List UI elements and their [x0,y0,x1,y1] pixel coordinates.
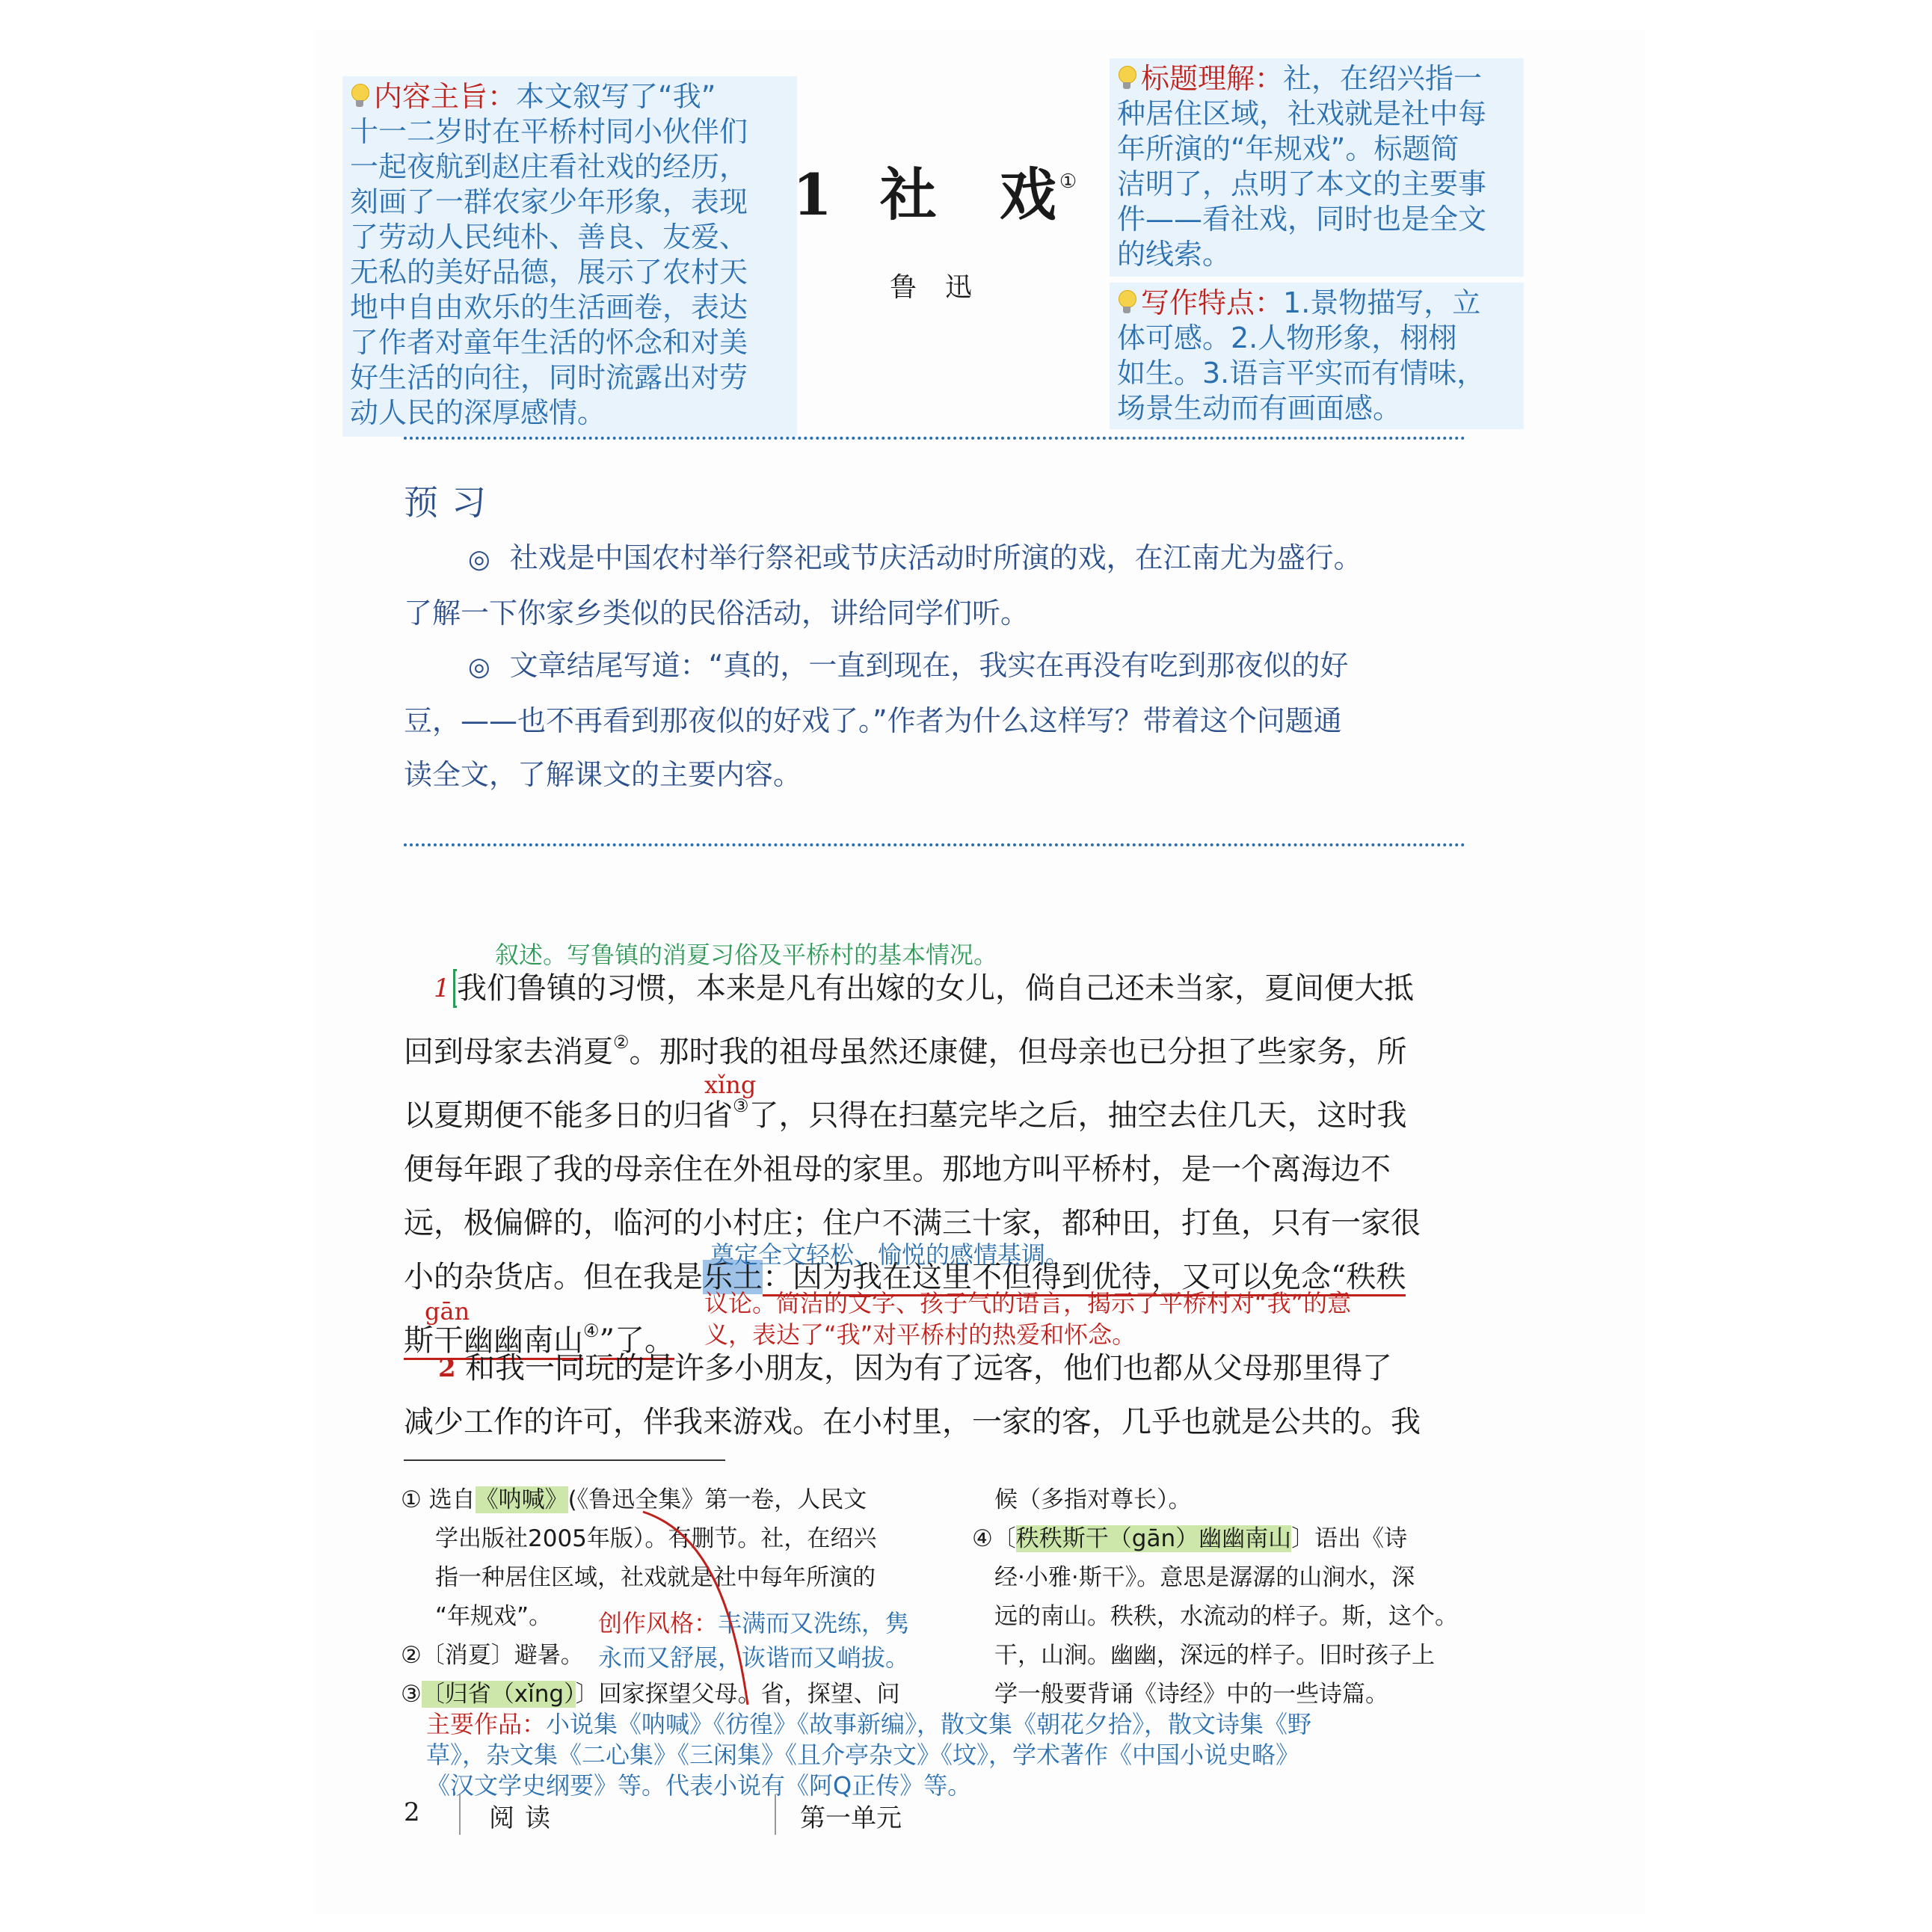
note-line: 年所演的“年规戏”。标题简 [1117,132,1459,165]
lightbulb-icon [1117,290,1136,316]
highlighted-text: 《呐喊》 [475,1486,568,1513]
pinyin-annotation: gān [425,1297,470,1326]
text-span: 减少工作的许可，伴我来游戏。在小村里，一家的客，几乎也就是公共的。我 [404,1405,1421,1439]
note-line: 体可感。2.人物形象，栩栩 [1117,322,1457,354]
note-line: 一起夜航到赵庄看社戏的经历， [350,150,748,183]
annotation-connector [628,1509,763,1711]
annotation-line: 议论。简洁的文字、孩子气的语言，揭示了平桥村对“我”的意 [704,1289,1352,1317]
footnote-4 [972,1519,1458,1558]
page-number: 2 [404,1797,420,1827]
divider-top [404,437,1465,440]
note-line: 刻画了一群农家少年形象，表现 [350,185,748,218]
text-span: ③ [401,1681,422,1708]
footnote-line: 远的南山。秩秩，水流动的样子。斯，这个。 [994,1603,1458,1630]
lesson-title-text: 社 戏 [879,161,1059,228]
content-summary-note [342,76,797,437]
text-span: 〕回家探望父母。省，探望、问 [575,1681,900,1708]
annotation-label: 主要作品： [426,1710,547,1738]
lesson-title [793,150,1080,231]
writing-features-label: 写作特点： [1141,286,1284,319]
major-works-annotation [426,1709,1311,1801]
highlighted-text: 秩秩斯干（gān）幽幽南山 [1015,1525,1292,1552]
footnotes-right [972,1480,1458,1714]
footnote-line: 干，山涧。幽幽，深远的样子。旧时孩子上 [994,1642,1435,1669]
preview-heading: 预习 [404,482,499,523]
note-line: 的线索。 [1117,238,1231,271]
text-line: 我们鲁镇的习惯，本来是凡有出嫁的女儿，倘自己还未当家，夏间便大抵 [457,971,1414,1006]
text-line [404,1071,1421,1142]
title-understanding-note [1110,58,1524,277]
text-span: 小的杂货店。但在我是 [404,1260,703,1294]
footnote-mark: ④ [583,1320,600,1341]
text-line [404,1341,1421,1395]
bullet-icon: ◎ [468,652,490,682]
annotation-line: 草》，杂文集《二心集》《三闲集》《且介亭杂文》《坟》，学术著作《中国小说史略》 [426,1741,1300,1769]
writing-features-note [1110,283,1524,429]
text-line [404,1142,1421,1196]
footer-section: 阅读 [489,1803,561,1833]
note-line: 场景生动而有画面感。 [1117,392,1402,425]
text-span: 便每年跟了我的母亲住在外祖母的家里。那地方叫平桥村，是一个离海边不 [404,1152,1391,1187]
underlined-text: ”了。 [600,1323,674,1360]
paragraph-2 [404,1341,1421,1449]
text-span: 和我一同玩的是许多小朋友，因为有了远客，他们也都从父母那里得了 [465,1351,1392,1385]
highlighted-text: 〔归省（xǐng） [421,1681,576,1708]
note-line: 本文叙写了“我” [516,80,716,113]
preview-line: 豆，——也不再看到那夜似的好戏了。”作者为什么这样写？带着这个问题通 [404,704,1342,737]
footnote-line: 经·小雅·斯干》。意思是潺潺的山涧水，深 [994,1564,1415,1591]
note-line: 了劳动人民纯朴、善良、友爱、 [350,221,748,253]
note-line: 无私的美好品德，展示了农村天 [350,256,748,289]
footnote-line: “年规戏”。 [435,1603,553,1630]
footnote-line: 指一种居住区域，社戏就是社中每年所演的 [435,1564,876,1591]
lightbulb-icon [350,84,369,109]
pinyin-annotation: xǐng [704,1071,757,1099]
text-line [404,1395,1421,1449]
text-span: (《鲁迅全集》第一卷，人民文 [567,1486,867,1513]
annotation-line: 义，表达了“我”对平桥村的热爱和怀念。 [704,1320,1136,1349]
annotation-line: 永而又舒展，诙谐而又峭拔。 [598,1643,910,1672]
text-span: 回到母家去消夏 [404,1035,613,1069]
title-understanding-label: 标题理解： [1141,62,1284,95]
note-line: 了作者对童年生活的怀念和对美 [350,326,748,359]
note-line: 洁明了，点明了本文的主要事 [1117,167,1487,200]
text-span: 远，极偏僻的，临河的小村庄；住户不满三十家，都种田，打鱼，只有一家很 [404,1206,1421,1240]
note-line: 件——看社戏，同时也是全文 [1117,203,1487,236]
lightbulb-icon [1117,66,1136,91]
text-span: 〕语出《诗 [1291,1525,1408,1552]
annotation-line: 小说集《呐喊》《彷徨》《故事新编》，散文集《朝花夕拾》，散文诗集《野 [546,1710,1312,1738]
footnote-mark: ③ [733,1095,749,1116]
preview-line: 了解一下你家乡类似的民俗活动，讲给同学们听。 [404,597,1030,630]
paragraph-number: 1 [434,973,450,1003]
footnote-line: 学一般要背诵《诗经》中的一些诗篇。 [994,1681,1388,1708]
author: 鲁迅 [890,272,1001,303]
annotation-line: 《汉文学史纲要》等。代表小说有《阿Q正传》等。 [426,1771,972,1800]
text-line [404,1015,1421,1079]
footnote-line: 候（多指对尊长）。 [994,1486,1192,1513]
note-line: 好生活的向往，同时流露出对劳 [350,361,748,394]
narration-annotation: 叙述。写鲁镇的消夏习俗及平桥村的基本情况。 [495,941,998,969]
underlined-text: ：因为我在这里不但得到优待，又可以免念“秩秩 [763,1260,1406,1296]
text-span: ④〔 [972,1525,1016,1552]
footnote-mark: ② [613,1032,630,1053]
note-line: 十一二岁时在平桥村同小伙伴们 [350,115,748,148]
footnote-2: ②〔消夏〕避暑。 [401,1642,584,1669]
note-line: 如生。3.语言平实而有情味， [1117,357,1486,390]
footnote-line: 学出版社2005年版）。有删节。社，在绍兴 [435,1525,877,1552]
note-line: 社，在绍兴指一 [1283,62,1483,95]
preview-item-1 [404,531,1465,640]
footer-unit: 第一单元 [800,1803,902,1833]
footer-divider [775,1794,776,1835]
lesson-number: 1 [793,161,835,228]
note-line: 种居住区域，社戏就是社中每 [1117,97,1487,130]
note-line: 地中自由欢乐的生活画卷，表达 [350,291,748,324]
title-footnote-mark: ① [1059,170,1080,193]
annotation-line: 丰满而又洗练，隽 [718,1609,910,1637]
note-line: 1.景物描写，立 [1283,286,1481,319]
content-summary-label: 内容主旨： [374,80,517,113]
note-line: 动人民的深厚感情。 [350,396,606,429]
preview-line: 读全文，了解课文的主要内容。 [404,758,802,791]
underlined-text: 斯干幽幽南山 [404,1323,583,1360]
text-span: 。那时我的祖母虽然还康健，但母亲也已分担了些家务，所 [629,1035,1407,1069]
bullet-icon: ◎ [468,544,490,574]
footer-divider [459,1794,461,1835]
divider-bottom [404,843,1465,846]
footnote-rule [404,1459,725,1461]
preview-item-2 [404,639,1465,802]
highlighted-word: 乐土 [703,1260,763,1294]
text-span: 以夏期便不能多日的归省 [404,1098,733,1133]
paragraph-number: 2 [438,1353,456,1383]
preview-line: 社戏是中国农村举行祭祀或节庆活动时所演的戏，在江南尤为盛行。 [509,541,1362,574]
mood-annotation: 奠定全文轻松、愉悦的感情基调。 [710,1240,1070,1269]
annotation-label: 创作风格： [598,1609,719,1637]
text-span: 了，只得在扫墓完毕之后，抽空去住几天，这时我 [748,1098,1407,1133]
preview-line: 文章结尾写道：“真的，一直到现在，我实在再没有吃到那夜似的好 [509,649,1349,682]
text-span: ① 选自 [401,1486,476,1513]
text-line [404,962,1421,1015]
